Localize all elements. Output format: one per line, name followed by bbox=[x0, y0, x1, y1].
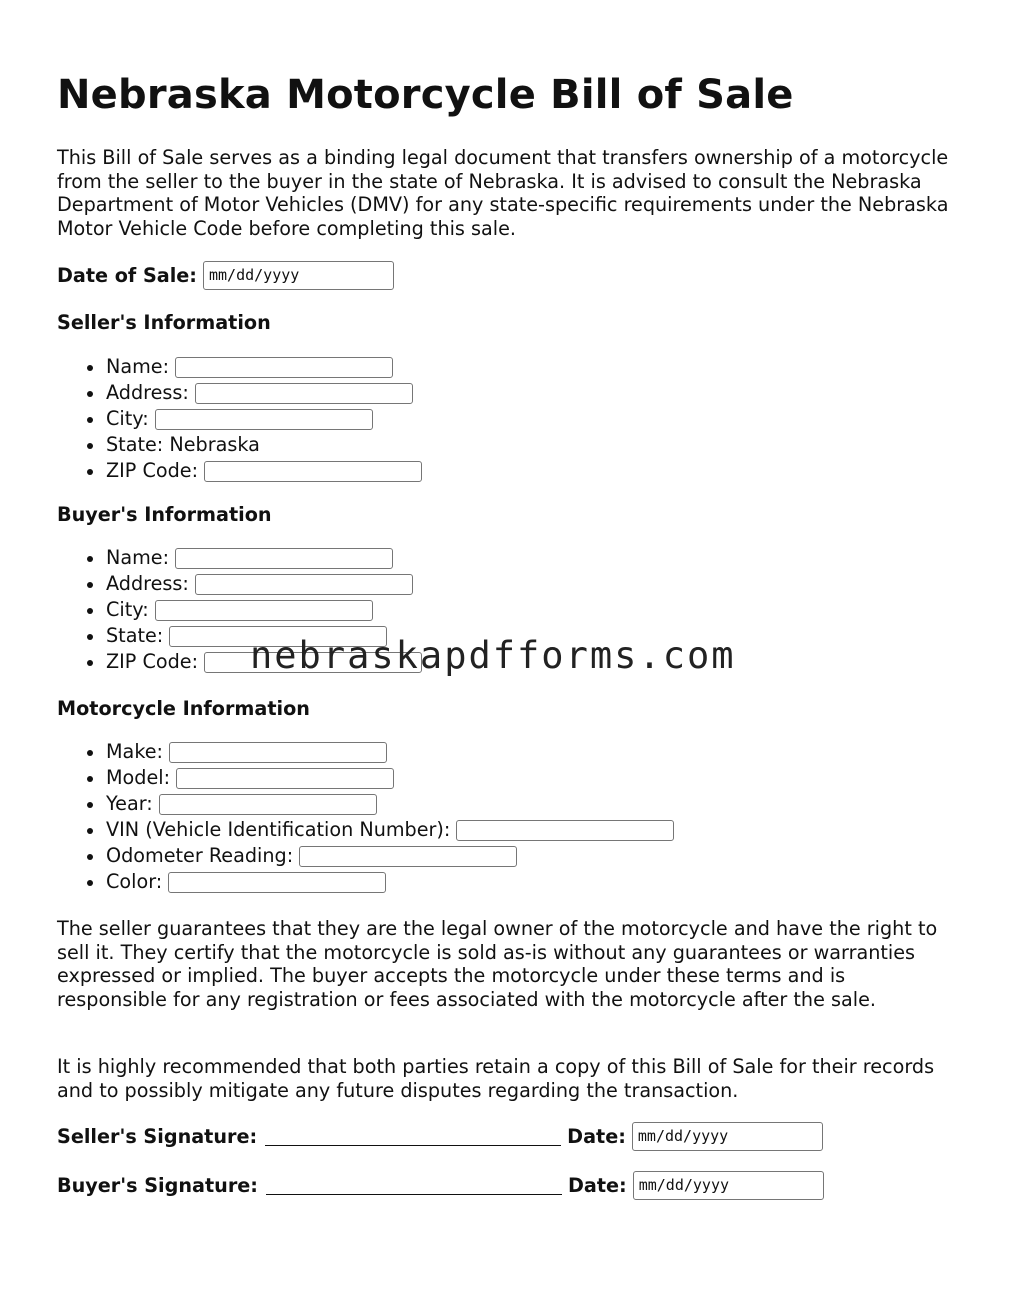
motorcycle-model-input[interactable] bbox=[176, 768, 394, 789]
seller-section-heading: Seller's Information bbox=[57, 311, 271, 334]
date-of-sale-row bbox=[57, 261, 394, 290]
seller-signature-row bbox=[57, 1122, 823, 1151]
watermark-text: nebraskapdfforms.com bbox=[250, 634, 736, 677]
date-of-sale-label: Date of Sale: bbox=[57, 264, 197, 287]
buyer-address-label: Address: bbox=[106, 572, 189, 595]
seller-state-text: State: Nebraska bbox=[106, 433, 260, 456]
buyer-section-heading: Buyer's Information bbox=[57, 503, 272, 526]
motorcycle-vin-item bbox=[57, 817, 674, 843]
motorcycle-fields bbox=[57, 739, 674, 895]
seller-zip-item bbox=[57, 458, 422, 484]
motorcycle-odometer-input[interactable] bbox=[299, 846, 517, 867]
buyer-state-label: State: bbox=[106, 624, 164, 647]
guarantee-paragraph: The seller guarantees that they are the legal owner of the motorcycle and have the right to sell it. They certify that the motorcycle is sold as-is without any guarantees or warranties expressed or implied. The buyer accepts the motorcycle under these terms and is responsible for any registration or fees associated with the motorcycle after the sale. bbox=[57, 917, 938, 1012]
buyer-signature-label: Buyer's Signature: bbox=[57, 1174, 258, 1197]
motorcycle-year-item bbox=[57, 791, 674, 817]
buyer-address-input[interactable] bbox=[195, 574, 413, 595]
seller-signature-label: Seller's Signature: bbox=[57, 1125, 258, 1148]
seller-name-input[interactable] bbox=[175, 357, 393, 378]
seller-zip-input[interactable] bbox=[204, 461, 422, 482]
motorcycle-make-label: Make: bbox=[106, 740, 164, 763]
seller-name-label: Name: bbox=[106, 355, 170, 378]
buyer-name-item bbox=[57, 545, 422, 571]
seller-fields bbox=[57, 354, 422, 484]
motorcycle-model-item bbox=[57, 765, 674, 791]
motorcycle-color-label: Color: bbox=[106, 870, 163, 893]
motorcycle-odometer-item bbox=[57, 843, 674, 869]
seller-address-item bbox=[57, 380, 422, 406]
motorcycle-year-label: Year: bbox=[106, 792, 153, 815]
buyer-zip-label: ZIP Code: bbox=[106, 650, 199, 673]
seller-date-label: Date: bbox=[567, 1125, 626, 1148]
buyer-name-label: Name: bbox=[106, 546, 170, 569]
recommendation-paragraph: It is highly recommended that both parties retain a copy of this Bill of Sale for their records and to possibly mitigate any future disputes regarding the transaction. bbox=[57, 1055, 935, 1102]
seller-address-label: Address: bbox=[106, 381, 189, 404]
buyer-signature-line[interactable] bbox=[266, 1176, 562, 1195]
seller-date-input[interactable]: mm/dd/yyyy bbox=[632, 1122, 823, 1151]
motorcycle-model-label: Model: bbox=[106, 766, 171, 789]
buyer-date-input[interactable]: mm/dd/yyyy bbox=[633, 1171, 824, 1200]
motorcycle-color-input[interactable] bbox=[168, 872, 386, 893]
buyer-date-label: Date: bbox=[567, 1174, 627, 1197]
motorcycle-odometer-label: Odometer Reading: bbox=[106, 844, 294, 867]
seller-city-label: City: bbox=[106, 407, 149, 430]
motorcycle-color-item bbox=[57, 869, 674, 895]
seller-state-item bbox=[57, 432, 422, 458]
buyer-city-item bbox=[57, 597, 422, 623]
seller-city-item bbox=[57, 406, 422, 432]
motorcycle-vin-label: VIN (Vehicle Identification Number): bbox=[106, 818, 451, 841]
seller-city-input[interactable] bbox=[155, 409, 373, 430]
seller-address-input[interactable] bbox=[195, 383, 413, 404]
buyer-address-item bbox=[57, 571, 422, 597]
buyer-signature-row bbox=[57, 1171, 824, 1200]
intro-paragraph: This Bill of Sale serves as a binding legal document that transfers ownership of a motorcycle from the seller to the buyer in the state of Nebraska. It is advised to consult the Nebraska Department of Motor Vehicles (DMV) for any state-specific requirements under the Nebraska Motor Vehicle Code before completing this sale. bbox=[57, 146, 949, 241]
date-of-sale-input[interactable]: mm/dd/yyyy bbox=[203, 261, 394, 290]
motorcycle-make-input[interactable] bbox=[169, 742, 387, 763]
buyer-name-input[interactable] bbox=[175, 548, 393, 569]
buyer-city-input[interactable] bbox=[155, 600, 373, 621]
motorcycle-year-input[interactable] bbox=[159, 794, 377, 815]
page-title: Nebraska Motorcycle Bill of Sale bbox=[57, 72, 794, 118]
motorcycle-vin-input[interactable] bbox=[456, 820, 674, 841]
motorcycle-section-heading: Motorcycle Information bbox=[57, 697, 310, 720]
buyer-city-label: City: bbox=[106, 598, 149, 621]
motorcycle-make-item bbox=[57, 739, 674, 765]
seller-zip-label: ZIP Code: bbox=[106, 459, 199, 482]
seller-signature-line[interactable] bbox=[265, 1127, 561, 1146]
seller-name-item bbox=[57, 354, 422, 380]
